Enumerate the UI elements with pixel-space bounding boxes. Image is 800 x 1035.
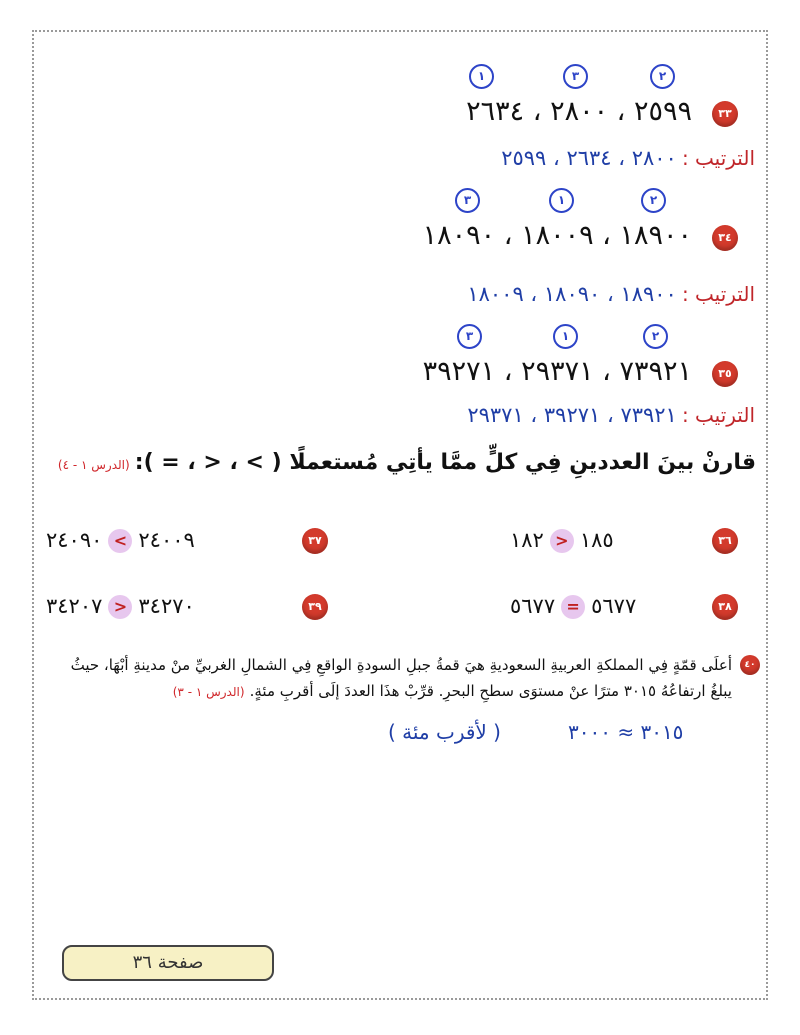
order-mark: ١	[549, 188, 574, 213]
instruction-text: قارنْ بينَ العددينِ فِي كلٍّ ممَّا يأتِي مُستعملًا ( > ، < ، = ):	[134, 450, 756, 475]
comparison	[510, 528, 614, 553]
question-number-badge: ٣٧	[302, 528, 328, 554]
question-number-badge: ٣٩	[302, 594, 328, 620]
comparison-right: ٥٦٧٧	[510, 594, 556, 618]
order-mark: ١	[469, 64, 494, 89]
order-label: الترتيب :	[681, 282, 755, 306]
order-mark: ٢	[641, 188, 666, 213]
instruction-line	[58, 450, 756, 475]
page-border	[32, 30, 768, 1000]
word-problem-text: يبلغُ ارتفاعُهُ ٣٠١٥ مترًا عنْ مستوَى سطحِ البحرِ. قرِّبْ هذَا العددَ إلَى أقربِ مئةٍ.	[249, 682, 732, 700]
page-number-box	[62, 945, 274, 981]
rounding-answer: ٣٠١٥ ≈ ٣٠٠٠	[568, 720, 684, 744]
order-value: ٧٣٩٢١ ، ٣٩٢٧١ ، ٢٩٣٧١	[467, 403, 677, 427]
numbers-line: ٧٣٩٢١ ، ٢٩٣٧١ ، ٣٩٢٧١	[422, 356, 692, 387]
order-answer	[467, 282, 755, 306]
question-number-badge: ٤٠	[740, 655, 760, 675]
comparison-symbol: >	[550, 529, 574, 553]
comparison-left: ١٨٥	[579, 528, 614, 552]
order-answer	[501, 146, 755, 170]
comparison-left: ٣٤٢٧٠	[138, 594, 195, 618]
lesson-reference: (الدرس ١ - ٤)	[57, 458, 130, 472]
question-number-badge: ٣٣	[712, 101, 738, 127]
order-mark: ٢	[650, 64, 675, 89]
question-number-badge: ٣٥	[712, 361, 738, 387]
comparison-right: ١٨٢	[510, 528, 544, 552]
comparison-left: ٥٦٧٧	[591, 594, 637, 618]
comparison	[46, 594, 195, 619]
comparison	[510, 594, 636, 619]
order-mark: ٣	[563, 64, 588, 89]
order-label: الترتيب :	[681, 403, 755, 427]
comparison-symbol: <	[108, 529, 132, 553]
page-number: صفحة ٣٦	[132, 952, 204, 973]
numbers-line: ٢٥٩٩ ، ٢٨٠٠ ، ٢٦٣٤	[466, 96, 692, 127]
order-mark: ١	[553, 324, 578, 349]
word-problem-line1: أعلَى قمّةٍ فِي المملكةِ العربيةِ السعوديةِ هيَ قمةُ جبلِ السودةِ الواقعِ فِي الشمالِ الغربيِّ منْ مدينةِ أبْهَا، حيثُ	[70, 656, 732, 674]
order-answer	[467, 403, 755, 427]
order-value: ١٨٩٠٠ ، ١٨٠٩٠ ، ١٨٠٠٩	[467, 282, 677, 306]
question-number-badge: ٣٦	[712, 528, 738, 554]
question-number-badge: ٣٤	[712, 225, 738, 251]
comparison-right: ٢٤٠٩٠	[46, 528, 103, 552]
numbers-line: ١٨٩٠٠ ، ١٨٠٠٩ ، ١٨٠٩٠	[422, 220, 692, 251]
order-mark: ٣	[457, 324, 482, 349]
comparison-right: ٣٤٢٠٧	[46, 594, 103, 618]
order-value: ٢٨٠٠ ، ٢٦٣٤ ، ٢٥٩٩	[501, 146, 677, 170]
order-label: الترتيب :	[681, 146, 755, 170]
comparison-left: ٢٤٠٠٩	[138, 528, 195, 552]
lesson-reference: (الدرس ١ - ٣)	[172, 685, 245, 699]
comparison-symbol: >	[108, 595, 132, 619]
order-mark: ٣	[455, 188, 480, 213]
comparison	[46, 528, 195, 553]
comparison-symbol: =	[561, 595, 585, 619]
order-mark: ٢	[643, 324, 668, 349]
question-number-badge: ٣٨	[712, 594, 738, 620]
word-problem-line2	[173, 681, 732, 700]
rounding-note: ( لأقرب مئة )	[388, 720, 501, 744]
